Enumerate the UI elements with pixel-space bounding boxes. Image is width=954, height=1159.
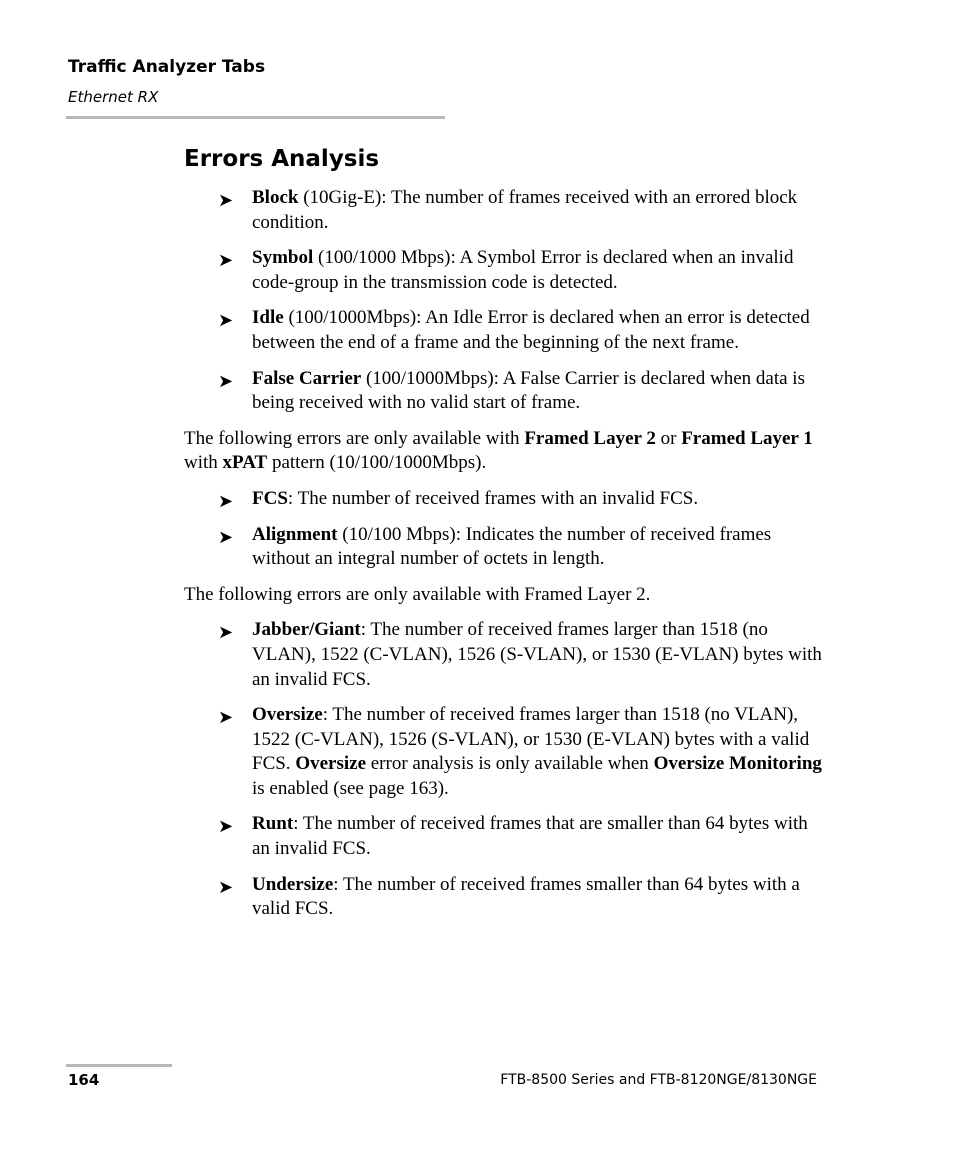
definition-idle: (100/1000Mbps): An Idle Error is declared when an error is detected between the end of a frame and the beginning of the next frame. bbox=[252, 307, 810, 353]
list-item bbox=[184, 873, 824, 922]
list-item bbox=[184, 618, 824, 692]
bullet-arrow-icon: ➤ bbox=[218, 707, 234, 729]
definition-oversize: is enabled (see page 163). bbox=[252, 777, 449, 799]
paragraph-text: The following errors are only available with bbox=[184, 427, 525, 449]
list-item bbox=[184, 186, 824, 235]
bullet-arrow-icon: ➤ bbox=[218, 190, 234, 211]
footer-product-name: FTB-8500 Series and FTB-8120NGE/8130NGE bbox=[500, 1072, 817, 1088]
term-undersize: Undersize bbox=[252, 873, 334, 895]
definition-block: (10Gig-E): The number of frames received with an errored block condition. bbox=[252, 187, 798, 233]
paragraph-bold: xPAT bbox=[222, 452, 268, 474]
term-fcs: FCS bbox=[252, 487, 288, 509]
bullet-arrow-icon: ➤ bbox=[218, 622, 234, 644]
term-symbol: Symbol bbox=[252, 247, 314, 269]
term-jabber-giant: Jabber/Giant bbox=[252, 619, 361, 641]
paragraph-text: with bbox=[184, 452, 223, 474]
list-item bbox=[184, 306, 824, 355]
term-alignment: Alignment bbox=[252, 523, 338, 545]
paragraph-bold: Oversize Monitoring bbox=[653, 753, 822, 775]
definition-false-carrier: (100/1000Mbps): A False Carrier is declared when data is being received with no valid start of frame. bbox=[252, 367, 805, 414]
bullet-arrow-icon: ➤ bbox=[218, 370, 234, 392]
bullet-arrow-icon: ➤ bbox=[218, 310, 234, 332]
paragraph-framed-layer bbox=[184, 427, 824, 476]
term-oversize: Oversize bbox=[252, 704, 323, 726]
definition-symbol: (100/1000 Mbps): A Symbol Error is declared when an invalid code-group in the transmission code is detected. bbox=[252, 247, 794, 293]
running-header-title: Traffic Analyzer Tabs bbox=[68, 57, 266, 77]
term-idle: Idle bbox=[252, 307, 284, 329]
section-title: Errors Analysis bbox=[184, 146, 380, 172]
bullet-arrow-icon: ➤ bbox=[218, 526, 234, 548]
header-divider bbox=[66, 116, 445, 119]
content-body bbox=[184, 186, 824, 933]
list-item bbox=[184, 246, 824, 295]
list-item bbox=[184, 703, 824, 801]
term-false-carrier: False Carrier bbox=[252, 367, 362, 389]
definition-jabber-giant: : The number of received frames larger than 1518 (no VLAN), 1522 (C-VLAN), 1526 (S-VLAN), or 1530 (E-VLAN) bytes with an invalid FCS. bbox=[252, 619, 822, 690]
term-runt: Runt bbox=[252, 813, 294, 835]
page-number: 164 bbox=[68, 1071, 100, 1089]
list-item bbox=[184, 812, 824, 861]
definition-oversize: error analysis is only available when bbox=[366, 753, 654, 775]
running-header-subtitle: Ethernet RX bbox=[68, 88, 159, 106]
list-item bbox=[184, 487, 824, 512]
paragraph-bold: Framed Layer 1 bbox=[681, 427, 813, 449]
paragraph-framed-layer-2: The following errors are only available with Framed Layer 2. bbox=[184, 583, 651, 605]
bullet-arrow-icon: ➤ bbox=[218, 876, 234, 898]
paragraph-text: or bbox=[655, 427, 682, 449]
bullet-arrow-icon: ➤ bbox=[218, 816, 234, 838]
footer-divider bbox=[66, 1064, 172, 1067]
definition-alignment: (10/100 Mbps): Indicates the number of received frames without an integral number of octets in length. bbox=[252, 523, 772, 570]
bullet-arrow-icon: ➤ bbox=[218, 490, 234, 512]
paragraph-text: pattern (10/100/1000Mbps). bbox=[267, 452, 487, 474]
term-block: Block bbox=[252, 187, 299, 208]
definition-fcs: : The number of received frames with an invalid FCS. bbox=[287, 487, 699, 509]
list-item bbox=[184, 367, 824, 416]
list-item bbox=[184, 523, 824, 572]
definition-runt: : The number of received frames that are smaller than 64 bytes with an invalid FCS. bbox=[252, 813, 808, 860]
paragraph-bold: Framed Layer 2 bbox=[524, 427, 656, 449]
paragraph-bold: Oversize bbox=[295, 753, 366, 775]
definition-oversize: : The number of received frames larger than 1518 (no VLAN), 1522 (C-VLAN), 1526 (S-VLAN), or 1530 (E-VLAN) bytes with a valid FCS. bbox=[252, 704, 810, 775]
bullet-arrow-icon: ➤ bbox=[218, 250, 234, 272]
definition-undersize: : The number of received frames smaller than 64 bytes with a valid FCS. bbox=[252, 873, 800, 920]
